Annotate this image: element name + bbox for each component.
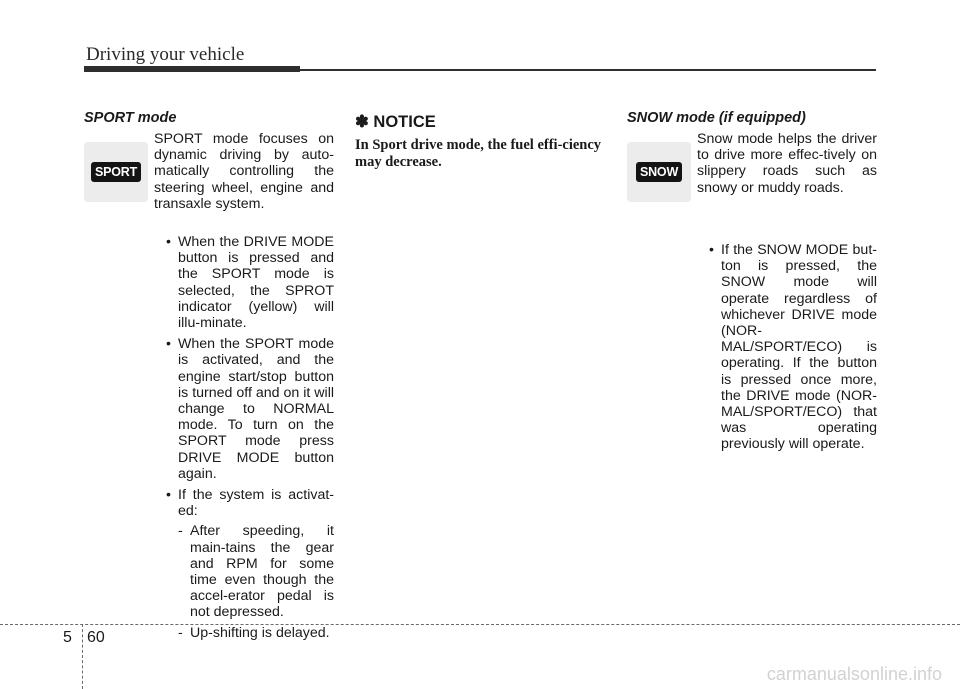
sport-mode-section	[84, 110, 334, 646]
watermark-text: carmanualsonline.info	[766, 664, 942, 684]
snow-mode-heading: SNOW mode (if equipped)	[627, 110, 806, 126]
snow-indicator-icon	[627, 142, 691, 202]
sport-bullet-3-text: If the system is activat-ed:	[178, 487, 334, 520]
snow-bullet-1: • If the SNOW MODE but-ton is pressed, the SNOW mode will operate regardless of whichever DRIVE mode (NOR-MAL/SPORT/ECO) is operating. If the button is pressed once more, the DRIVE mode (NOR-MAL/SPORT/ECO) that was operating previously will operate.	[709, 242, 877, 453]
footer-divider	[82, 624, 83, 689]
header-rule-thin	[300, 69, 876, 71]
page-header-title: Driving your vehicle	[86, 44, 245, 65]
snow-mode-section	[627, 110, 877, 458]
sport-intro-row	[84, 131, 334, 227]
header-rule-thick	[84, 66, 300, 72]
sport-intro-text: SPORT mode focuses on dynamic driving by auto-matically controlling the steering wheel, engine and transaxle system.	[154, 131, 334, 212]
sport-bullet-1: • When the DRIVE MODE button is pressed and the SPORT mode is selected, the SPROT indicator (yellow) will illu-minate.	[166, 234, 334, 331]
snow-intro-text: Snow mode helps the driver to drive more effec-tively on slippery roads such as snowy or muddy roads.	[697, 131, 877, 196]
sport-bullet-3	[166, 487, 334, 641]
snow-badge-label: SNOW	[636, 162, 682, 182]
sport-mode-heading: SPORT mode	[84, 110, 177, 126]
chapter-number: 5	[63, 629, 72, 646]
sport-indicator-icon	[84, 142, 148, 202]
notice-section	[355, 110, 605, 171]
notice-text: In Sport drive mode, the fuel effi-ciency may decrease.	[355, 137, 602, 170]
sport-sub-bullet-2: - Up-shifting is delayed.	[178, 625, 334, 641]
page-number: 60	[87, 629, 105, 646]
sport-sub-bullet-1: - After speeding, it main-tains the gear and RPM for some time even though the accel-erator pedal is not depressed.	[178, 523, 334, 620]
footer-rule	[0, 624, 960, 625]
notice-heading: ✽ NOTICE	[355, 113, 436, 131]
sport-badge-label: SPORT	[91, 162, 141, 182]
sport-bullet-list	[84, 234, 334, 641]
snow-intro-row	[627, 131, 877, 235]
sport-bullet-2: • When the SPORT mode is activated, and the engine start/stop button is turned off and on it will change to NORMAL mode. To turn on the SPORT mode press DRIVE MODE button again.	[166, 336, 334, 482]
snow-bullet-list	[627, 242, 877, 453]
